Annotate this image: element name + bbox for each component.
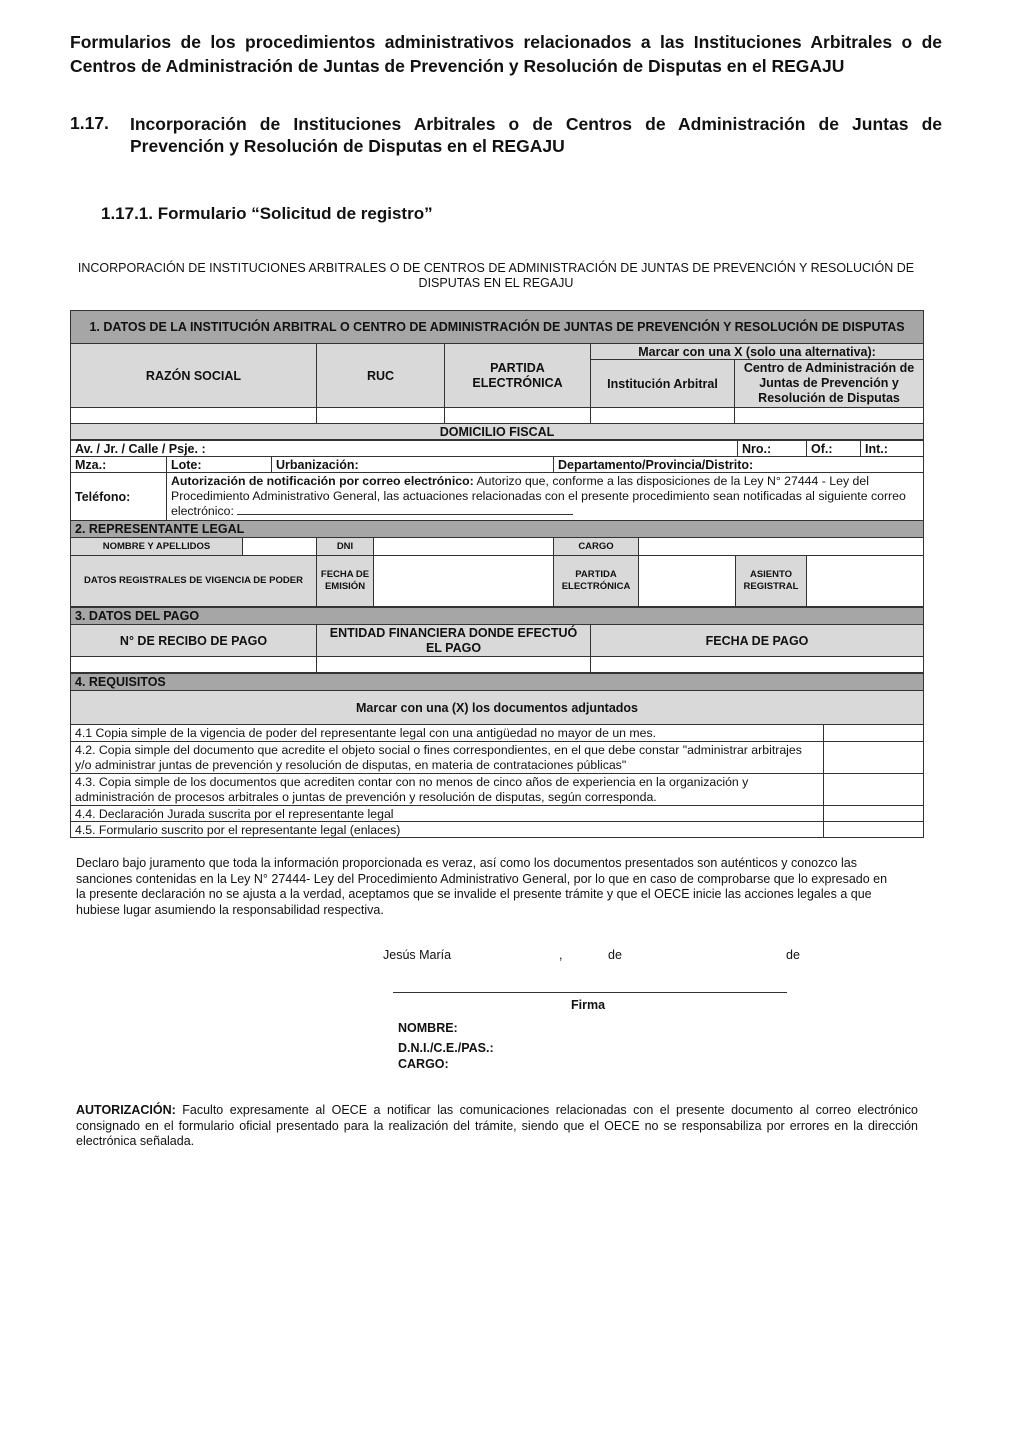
section-4-header: 4. REQUISITOS [71,674,924,691]
section-3-header: 3. DATOS DEL PAGO [71,608,924,625]
int-field[interactable] [861,441,924,457]
authorization-label: AUTORIZACIÓN: [76,1103,176,1117]
recibo-header: N° DE RECIBO DE PAGO [71,625,317,657]
section-title: Incorporación de Instituciones Arbitrales o de Centros de Administración de Juntas de Prevención y Resolución de Disputas en el REGAJU [130,114,942,156]
partida-electronica-label: PARTIDA ELECTRÓNICA [554,556,639,607]
urbanizacion-field[interactable] [272,457,554,473]
autorizacion-notificacion-label: Autorización de notificación por correo electrónico: [171,474,474,488]
declaration-text: Declaro bajo juramento que toda la información proporcionada es veraz, así como los documentos presentados son auténticos y conozco las sanciones contenidas en la Ley N° 27444- Ley del Procedimiento Administrativo General, por lo que en caso de comprobarse que lo expresado en la presente declaración no se ajusta a la verdad, aceptamos que se invalide el presente trámite y que el OECE inicie las acciones legales a que hubiese lugar asumiendo la responsabilidad respectiva. [76,856,888,917]
requisito-4-5-checkbox[interactable] [824,822,924,838]
requisito-4-3: 4.3. Copia simple de los documentos que acrediten contar con no menos de cinco años de experiencia en la organización y administración de procesos arbitrales o juntas de prevención y resolución de disputas, según corresponda. [71,774,824,806]
marcar-header: Marcar con una X (solo una alternativa): [591,344,924,360]
ruc-header: RUC [317,344,445,408]
section-2-table [70,520,924,607]
lote-field[interactable] [167,457,272,473]
centro-checkbox[interactable] [735,408,924,424]
section-2-header: 2. REPRESENTANTE LEGAL [71,521,924,538]
dni-signature-label: D.N.I./C.E./PAS.: [398,1041,494,1055]
cargo-signature-label: CARGO: [398,1057,449,1071]
fecha-emision-label: FECHA DE EMISIÓN [317,556,374,607]
cargo-label: CARGO [554,538,639,556]
urbanizacion-label: Urbanización: [276,457,359,472]
section-4-table [70,673,924,838]
telefono-label: Teléfono: [75,489,131,504]
datos-registrales-label: DATOS REGISTRALES DE VIGENCIA DE PODER [71,556,317,607]
domicilio-fiscal-header: DOMICILIO FISCAL [71,424,924,440]
firma-label: Firma [571,998,606,1012]
nro-field[interactable] [738,441,807,457]
nombre-field[interactable] [243,538,317,556]
mza-label: Mza.: [75,457,107,472]
authorization-paragraph [76,1103,918,1150]
requisito-4-4-checkbox[interactable] [824,806,924,822]
int-label: Int.: [865,441,888,456]
signature-place: Jesús María [383,948,452,962]
av-field[interactable] [71,441,738,457]
institucion-checkbox[interactable] [591,408,735,424]
cargo-field[interactable] [639,538,924,556]
razon-social-field[interactable] [71,408,317,424]
autorizacion-notificacion-text: Autorizo que, conforme a las disposiciones de la Ley N° 27444 - Ley del Procedimiento Administrativo General, las actuaciones relacionadas con el presente procedimiento sean notificadas al siguiente correo electrónico: [171,474,906,518]
signature-de-2: de [786,948,800,962]
telefono-table [70,472,924,521]
nro-label: Nro.: [742,441,772,456]
signature-comma: , [559,948,563,962]
partida-electronica-field[interactable] [639,556,736,607]
asiento-registral-field[interactable] [807,556,924,607]
autorizacion-notificacion [167,473,924,521]
depto-label: Departamento/Provincia/Distrito: [558,457,754,472]
telefono-field[interactable] [71,473,167,521]
section-1-table [70,310,924,440]
ruc-field[interactable] [317,408,445,424]
fecha-pago-field[interactable] [591,657,924,673]
depto-field[interactable] [554,457,924,473]
section-3-table [70,607,924,673]
mza-field[interactable] [71,457,167,473]
entidad-field[interactable] [317,657,591,673]
partida-header: PARTIDA ELECTRÓNICA [445,344,591,408]
recibo-field[interactable] [71,657,317,673]
email-line[interactable] [237,504,573,515]
av-label: Av. / Jr. / Calle / Psje. : [75,441,206,456]
signature-line[interactable] [393,992,787,993]
of-label: Of.: [811,441,833,456]
institucion-arbitral-header: Institución Arbitral [591,360,735,408]
fecha-emision-field[interactable] [374,556,554,607]
nombre-label: NOMBRE Y APELLIDOS [71,538,243,556]
requisito-4-1-checkbox[interactable] [824,725,924,742]
requisito-4-3-checkbox[interactable] [824,774,924,806]
lote-label: Lote: [171,457,202,472]
domicilio-table [70,440,924,473]
dni-field[interactable] [374,538,554,556]
asiento-registral-label: ASIENTO REGISTRAL [736,556,807,607]
requisito-4-1: 4.1 Copia simple de la vigencia de poder del representante legal con una antigüedad no mayor de un mes. [71,725,824,742]
partida-field[interactable] [445,408,591,424]
entidad-header: ENTIDAD FINANCIERA DONDE EFECTUÓ EL PAGO [317,625,591,657]
section-number: 1.17. [70,113,109,133]
signature-de-1: de [608,948,622,962]
subsection-title: 1.17.1. Formulario “Solicitud de registro” [101,204,433,223]
nombre-signature-label: NOMBRE: [398,1021,458,1035]
fecha-pago-header: FECHA DE PAGO [591,625,924,657]
document-title: Formularios de los procedimientos administrativos relacionados a las Instituciones Arbitrales o de Centros de Administración de Juntas de Prevención y Resolución de Disputas en el REGAJU [70,32,942,76]
requisito-4-5: 4.5. Formulario suscrito por el representante legal (enlaces) [71,822,824,838]
requisito-4-4: 4.4. Declaración Jurada suscrita por el representante legal [71,806,824,822]
requisitos-instruction: Marcar con una (X) los documentos adjuntados [71,691,924,725]
centro-header: Centro de Administración de Juntas de Prevención y Resolución de Disputas [735,360,924,408]
form-title: INCORPORACIÓN DE INSTITUCIONES ARBITRALES O DE CENTROS DE ADMINISTRACIÓN DE JUNTAS DE PREVENCIÓN Y RESOLUCIÓN DE DISPUTAS EN EL REGAJU [77,261,915,290]
requisito-4-2-checkbox[interactable] [824,742,924,774]
dni-label: DNI [317,538,374,556]
section-1-header: 1. DATOS DE LA INSTITUCIÓN ARBITRAL O CENTRO DE ADMINISTRACIÓN DE JUNTAS DE PREVENCIÓN Y RESOLUCIÓN DE DISPUTAS [71,311,924,344]
authorization-text: Faculto expresamente al OECE a notificar las comunicaciones relacionadas con el presente documento al correo electrónico consignado en el formulario oficial presentado para la realización del trámite, siendo que el OECE no se responsabiliza por errores en la dirección electrónica señalada. [76,1103,918,1148]
razon-social-header: RAZÓN SOCIAL [71,344,317,408]
requisito-4-2: 4.2. Copia simple del documento que acredite el objeto social o fines correspondientes, en el que debe constar "administrar arbitrajes y/o administrar juntas de prevención y resolución de disputas, en materia de contrataciones públicas" [71,742,824,774]
of-field[interactable] [807,441,861,457]
